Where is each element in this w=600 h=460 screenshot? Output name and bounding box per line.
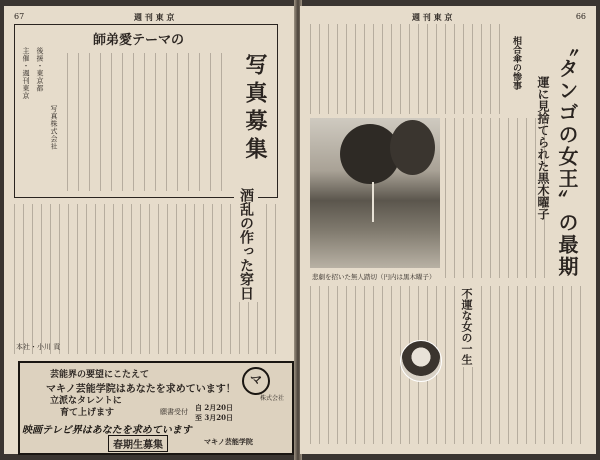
contest-title: 師弟愛テーマの	[93, 33, 185, 48]
essay-heading: 酒乱の作った穿日	[234, 186, 258, 302]
subheadline: 運に見捨てられた黒木曜子	[536, 76, 550, 220]
crossing-gate	[372, 182, 374, 222]
headline: 〝タンゴの女王〟の最期	[555, 36, 579, 278]
contest-cosponsor: 後援・東京都	[36, 47, 44, 92]
contest-rules-text	[67, 53, 227, 191]
crossing-photo	[310, 118, 440, 268]
photo-contest-box	[14, 24, 278, 198]
ad-deadline-2: 至 3月20日	[195, 413, 234, 422]
ad-deadline-label: 願書受付	[160, 408, 188, 416]
left-page-header: 週 刊 東 京	[134, 12, 175, 22]
makino-ad	[18, 361, 294, 455]
article-text-bottom	[310, 286, 586, 444]
contest-sponsor-extra: 写真株式会社	[50, 105, 58, 150]
photo-caption: 悲劇を招いた無人踏切（円内は黒木曜子）	[312, 273, 436, 281]
right-page-number: 66	[575, 12, 586, 21]
right-page	[300, 6, 596, 454]
ad-line-3: 立派なタレントに	[50, 396, 122, 406]
ad-line-2: マキノ芸能学院はあなたを求めています！	[46, 384, 236, 395]
ad-line-4: 育て上げます	[60, 408, 115, 418]
column-label: 相合傘の惨事	[511, 36, 521, 90]
article-text-mid	[445, 118, 545, 278]
article-text-top	[310, 24, 505, 114]
left-page	[4, 6, 296, 454]
ad-logo-icon: マ	[242, 367, 270, 395]
left-page-number: 67	[14, 12, 25, 21]
ad-brand-short: 株式会社	[260, 395, 285, 402]
ad-line-1: 芸能界の要望にこたえて	[50, 370, 150, 380]
ad-recruit: 春期生募集	[108, 435, 168, 452]
ad-brand: マキノ芸能学院	[204, 437, 253, 446]
essay-byline: 本社・小川 貢	[16, 343, 61, 351]
ad-deadline-1: 自 2月20日	[195, 403, 234, 412]
portrait-inset	[400, 340, 442, 382]
right-page-header: 週 刊 東 京	[412, 12, 453, 22]
section-heading: 不運な女の一生	[456, 286, 476, 367]
contest-subtitle: 写真募集	[242, 53, 268, 165]
ad-tv-slogan: 映画テレビ界はあなたを求めています	[22, 425, 192, 436]
contest-sponsor: 主催・週刊東京	[22, 47, 30, 100]
